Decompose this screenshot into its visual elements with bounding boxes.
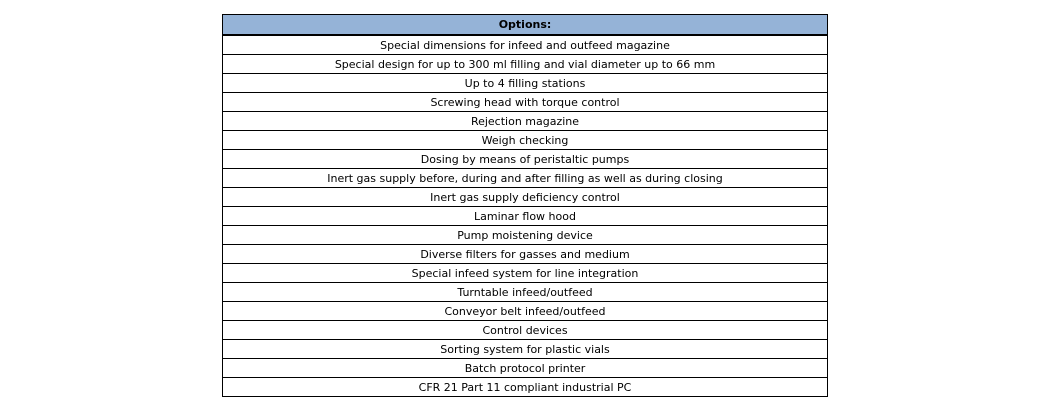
options-table [222, 14, 828, 397]
table-row [223, 302, 828, 321]
table-row [223, 150, 828, 169]
option-cell: Weigh checking [223, 131, 828, 150]
table-row [223, 74, 828, 93]
table-row [223, 93, 828, 112]
option-cell: Inert gas supply deficiency control [223, 188, 828, 207]
option-cell: Control devices [223, 321, 828, 340]
table-row [223, 131, 828, 150]
table-row [223, 283, 828, 302]
option-cell: Up to 4 filling stations [223, 74, 828, 93]
option-cell: Inert gas supply before, during and after filling as well as during closing [223, 169, 828, 188]
option-cell: Special infeed system for line integration [223, 264, 828, 283]
option-cell: Turntable infeed/outfeed [223, 283, 828, 302]
option-cell: CFR 21 Part 11 compliant industrial PC [223, 378, 828, 397]
table-row [223, 378, 828, 397]
table-row [223, 169, 828, 188]
option-cell: Batch protocol printer [223, 359, 828, 378]
option-cell: Conveyor belt infeed/outfeed [223, 302, 828, 321]
table-row [223, 359, 828, 378]
table-row [223, 264, 828, 283]
table-row [223, 55, 828, 74]
option-cell: Sorting system for plastic vials [223, 340, 828, 359]
option-cell: Screwing head with torque control [223, 93, 828, 112]
table-row [223, 245, 828, 264]
table-row [223, 207, 828, 226]
option-cell: Rejection magazine [223, 112, 828, 131]
options-header-row [223, 15, 828, 36]
table-row [223, 188, 828, 207]
option-cell: Pump moistening device [223, 226, 828, 245]
table-row [223, 35, 828, 55]
table-row [223, 340, 828, 359]
table-row [223, 321, 828, 340]
option-cell: Diverse filters for gasses and medium [223, 245, 828, 264]
option-cell: Special dimensions for infeed and outfeed magazine [223, 35, 828, 55]
option-cell: Special design for up to 300 ml filling and vial diameter up to 66 mm [223, 55, 828, 74]
table-row [223, 226, 828, 245]
option-cell: Dosing by means of peristaltic pumps [223, 150, 828, 169]
table-row [223, 112, 828, 131]
option-cell: Laminar flow hood [223, 207, 828, 226]
options-header: Options: [223, 15, 828, 36]
